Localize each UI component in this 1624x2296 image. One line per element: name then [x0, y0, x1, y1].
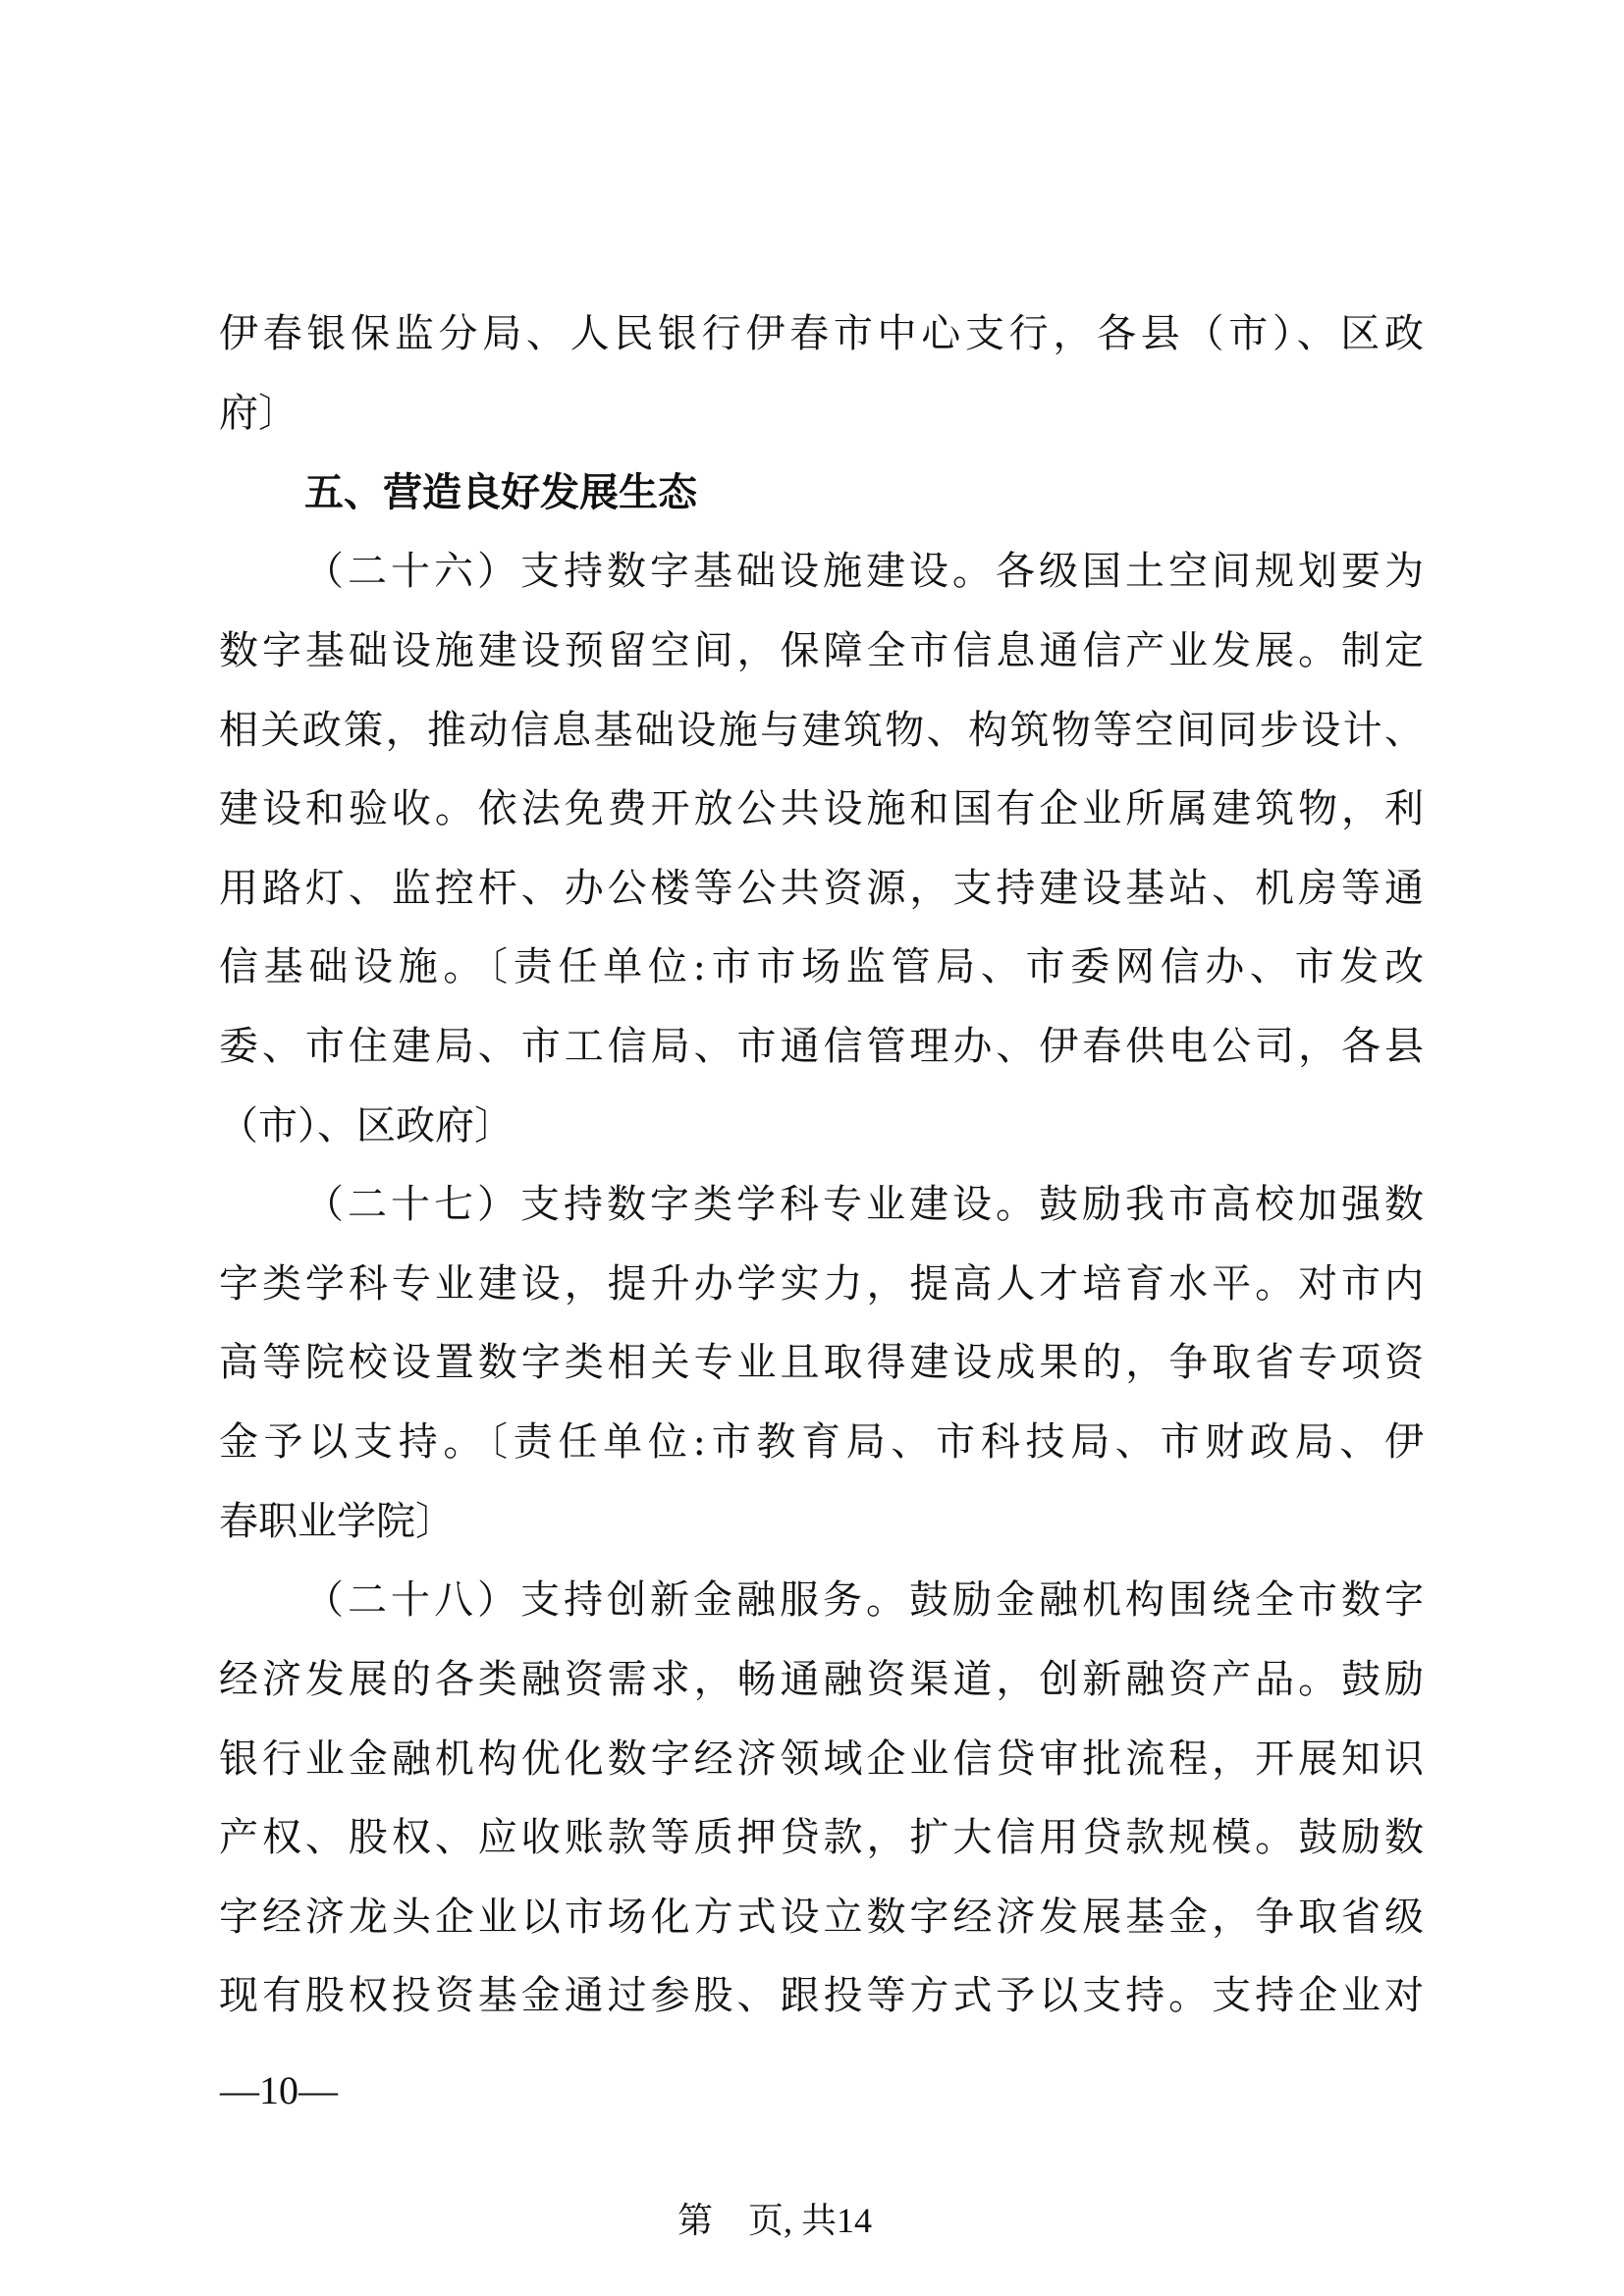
body-text-line: 字经济龙头企业以市场化方式设立数字经济发展基金，争取省级	[219, 1895, 1424, 1940]
body-text-line: 春职业学院〕	[219, 1499, 455, 1544]
page-footer: 第 页, 共14	[677, 2201, 873, 2240]
paragraph-first-line: （二十八）支持创新金融服务。鼓励金融机构围绕全市数字	[304, 1577, 1424, 1623]
body-text-line: （市）、区政府〕	[219, 1103, 514, 1148]
body-text-line: 产权、股权、应收账款等质押贷款，扩大信用贷款规模。鼓励数	[219, 1815, 1424, 1860]
body-text-line: 银行业金融机构优化数字经济领域企业信贷审批流程，开展知识	[219, 1736, 1424, 1782]
body-text-line: 建设和验收。依法免费开放公共设施和国有企业所属建筑物，利	[219, 786, 1424, 831]
body-text-line: 字类学科专业建设，提升办学实力，提高人才培育水平。对市内	[219, 1261, 1424, 1307]
body-text-line: 现有股权投资基金通过参股、跟投等方式予以支持。支持企业对	[219, 1973, 1424, 2018]
body-text-line: 相关政策，推动信息基础设施与建筑物、构筑物等空间同步设计、	[219, 708, 1424, 753]
body-text-line: 经济发展的各类融资需求，畅通融资渠道，创新融资产品。鼓励	[219, 1657, 1424, 1702]
body-text-line: 伊春银保监分局、人民银行伊春市中心支行，各县（市）、区政	[219, 311, 1424, 356]
body-text-line: 数字基础设施建设预留空间，保障全市信息通信产业发展。制定	[219, 628, 1424, 673]
page-number: —10—	[220, 2068, 338, 2112]
body-text-line: 金予以支持。〔责任单位:市教育局、市科技局、市财政局、伊	[219, 1419, 1424, 1465]
body-text-line: 府〕	[219, 391, 298, 436]
body-text-line: 用路灯、监控杆、办公楼等公共资源，支持建设基站、机房等通	[219, 866, 1424, 911]
body-text-line: 高等院校设置数字类相关专业且取得建设成果的，争取省专项资	[219, 1340, 1424, 1385]
paragraph-first-line: （二十七）支持数字类学科专业建设。鼓励我市高校加强数	[304, 1182, 1424, 1227]
section-heading: 五、营造良好发展生态	[304, 470, 697, 515]
body-text-line: 委、市住建局、市工信局、市通信管理办、伊春供电公司，各县	[219, 1024, 1424, 1069]
body-text-line: 信基础设施。〔责任单位:市市场监管局、市委网信办、市发改	[219, 944, 1424, 989]
paragraph-first-line: （二十六）支持数字基础设施建设。各级国土空间规划要为	[304, 549, 1424, 594]
